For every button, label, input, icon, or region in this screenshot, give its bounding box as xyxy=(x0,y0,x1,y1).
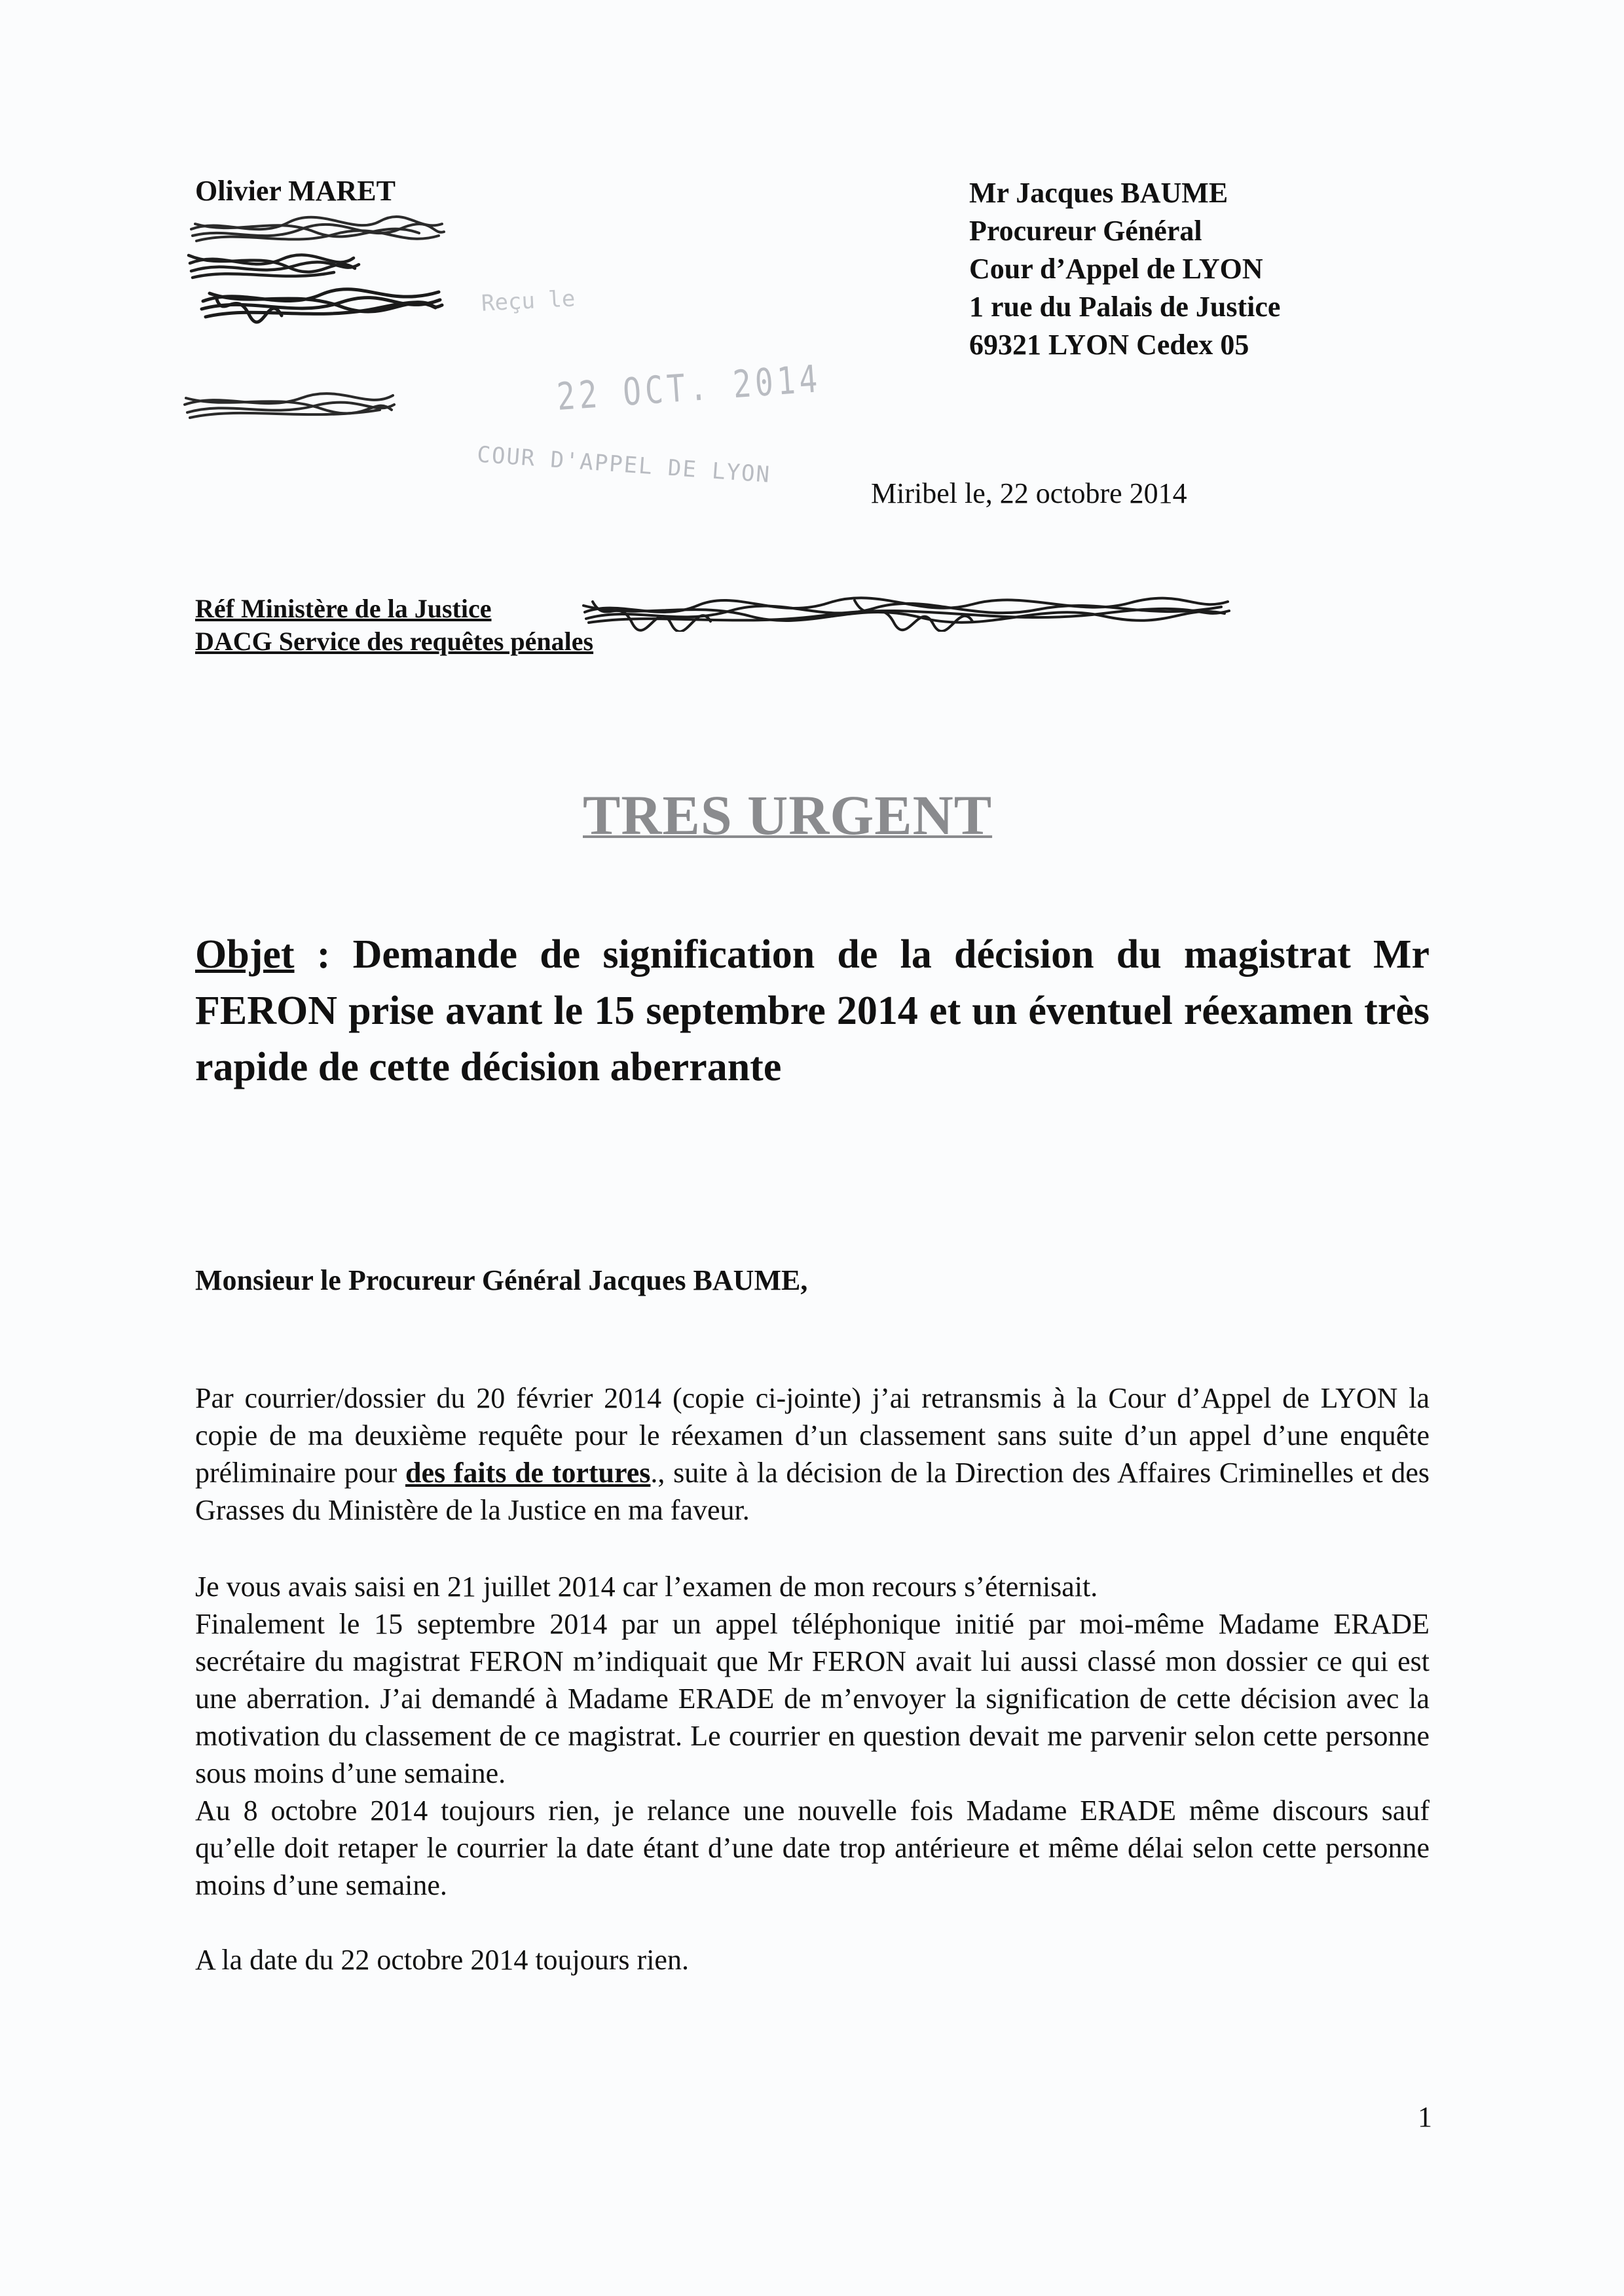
redacted-sender-address xyxy=(183,210,458,445)
redacted-reference-number xyxy=(580,586,1234,632)
recipient-line: 69321 LYON Cedex 05 xyxy=(969,329,1249,361)
stamp-date: 22 OCT. 2014 xyxy=(555,356,823,419)
paragraph-2-line-2: Finalement le 15 septembre 2014 par un appel téléphonique initié par moi-même Madame ERADE secrétaire du magistrat FERON m’indiquait que Mr FERON avait lui aussi classé mon dossier ce qui est une aberration. J’ai demandé à Madame ERADE de m’envoyer la signification de cette décision avec la motivation du classement de ce magistrat. Le courrier en question devait me parvenir selon cette personne sous moins d’une semaine. xyxy=(195,1608,1430,1789)
subject-separator: : xyxy=(294,932,353,977)
paragraph-2-line-1: Je vous avais saisi en 21 juillet 2014 car l’examen de mon recours s’éternisait. xyxy=(195,1571,1098,1603)
stamp-received-label: Reçu le xyxy=(481,285,576,317)
page-number: 1 xyxy=(1418,2101,1432,2133)
body-paragraph-3 xyxy=(195,1941,1430,1978)
recipient-line: Procureur Général xyxy=(969,215,1202,247)
recipient-address xyxy=(969,174,1280,364)
recipient-line: 1 rue du Palais de Justice xyxy=(969,291,1281,323)
stamp-court-name: COUR D'APPEL DE LYON xyxy=(476,441,772,488)
body-paragraph-2 xyxy=(195,1568,1430,1904)
subject xyxy=(195,926,1430,1095)
paragraph-3-text: A la date du 22 octobre 2014 toujours rien. xyxy=(195,1944,689,1976)
paragraph-1-text: Par courrier/dossier du 20 février 2014 (copie ci-jointe) j’ai retransmis à la Cour d’Appel de LYON la copie de ma deuxième requête pour le réexamen d’un classement sans suite d’un appel d’une enquête préliminaire pour xyxy=(195,1382,1430,1489)
subject-label: Objet xyxy=(195,932,295,977)
subject-text: Demande de signification de la décision du magistrat Mr FERON prise avant le 15 septembre 2014 et un éventuel réexamen très rapide de cette décision aberrante xyxy=(195,932,1430,1089)
paragraph-2-line-3: Au 8 octobre 2014 toujours rien, je relance une nouvelle fois Madame ERADE même discours sauf qu’elle doit retaper le courrier la date étant d’une date trop antérieure et même délai selon cette personne moins d’une semaine. xyxy=(195,1795,1430,1901)
paragraph-1-text-end: ., suite à la décision de la Direction des Affaires Criminelles et des Grasses du Ministère de la Justice en ma faveur. xyxy=(195,1457,1430,1526)
urgent-heading: TRES URGENT xyxy=(583,784,993,847)
recipient-line: Mr Jacques BAUME xyxy=(969,177,1228,209)
sender-name: Olivier MARET xyxy=(195,175,396,207)
reference-line-1: Réf Ministère de la Justice xyxy=(195,594,492,623)
body-paragraph-1 xyxy=(195,1379,1430,1529)
place-date: Miribel le, 22 octobre 2014 xyxy=(871,477,1187,509)
paragraph-1-emphasis: des faits de tortures xyxy=(405,1457,651,1489)
reference-line-2: DACG Service des requêtes pénales xyxy=(195,627,594,656)
recipient-line: Cour d’Appel de LYON xyxy=(969,253,1263,285)
salutation: Monsieur le Procureur Général Jacques BAUME, xyxy=(195,1264,808,1296)
reference-block xyxy=(195,592,593,658)
